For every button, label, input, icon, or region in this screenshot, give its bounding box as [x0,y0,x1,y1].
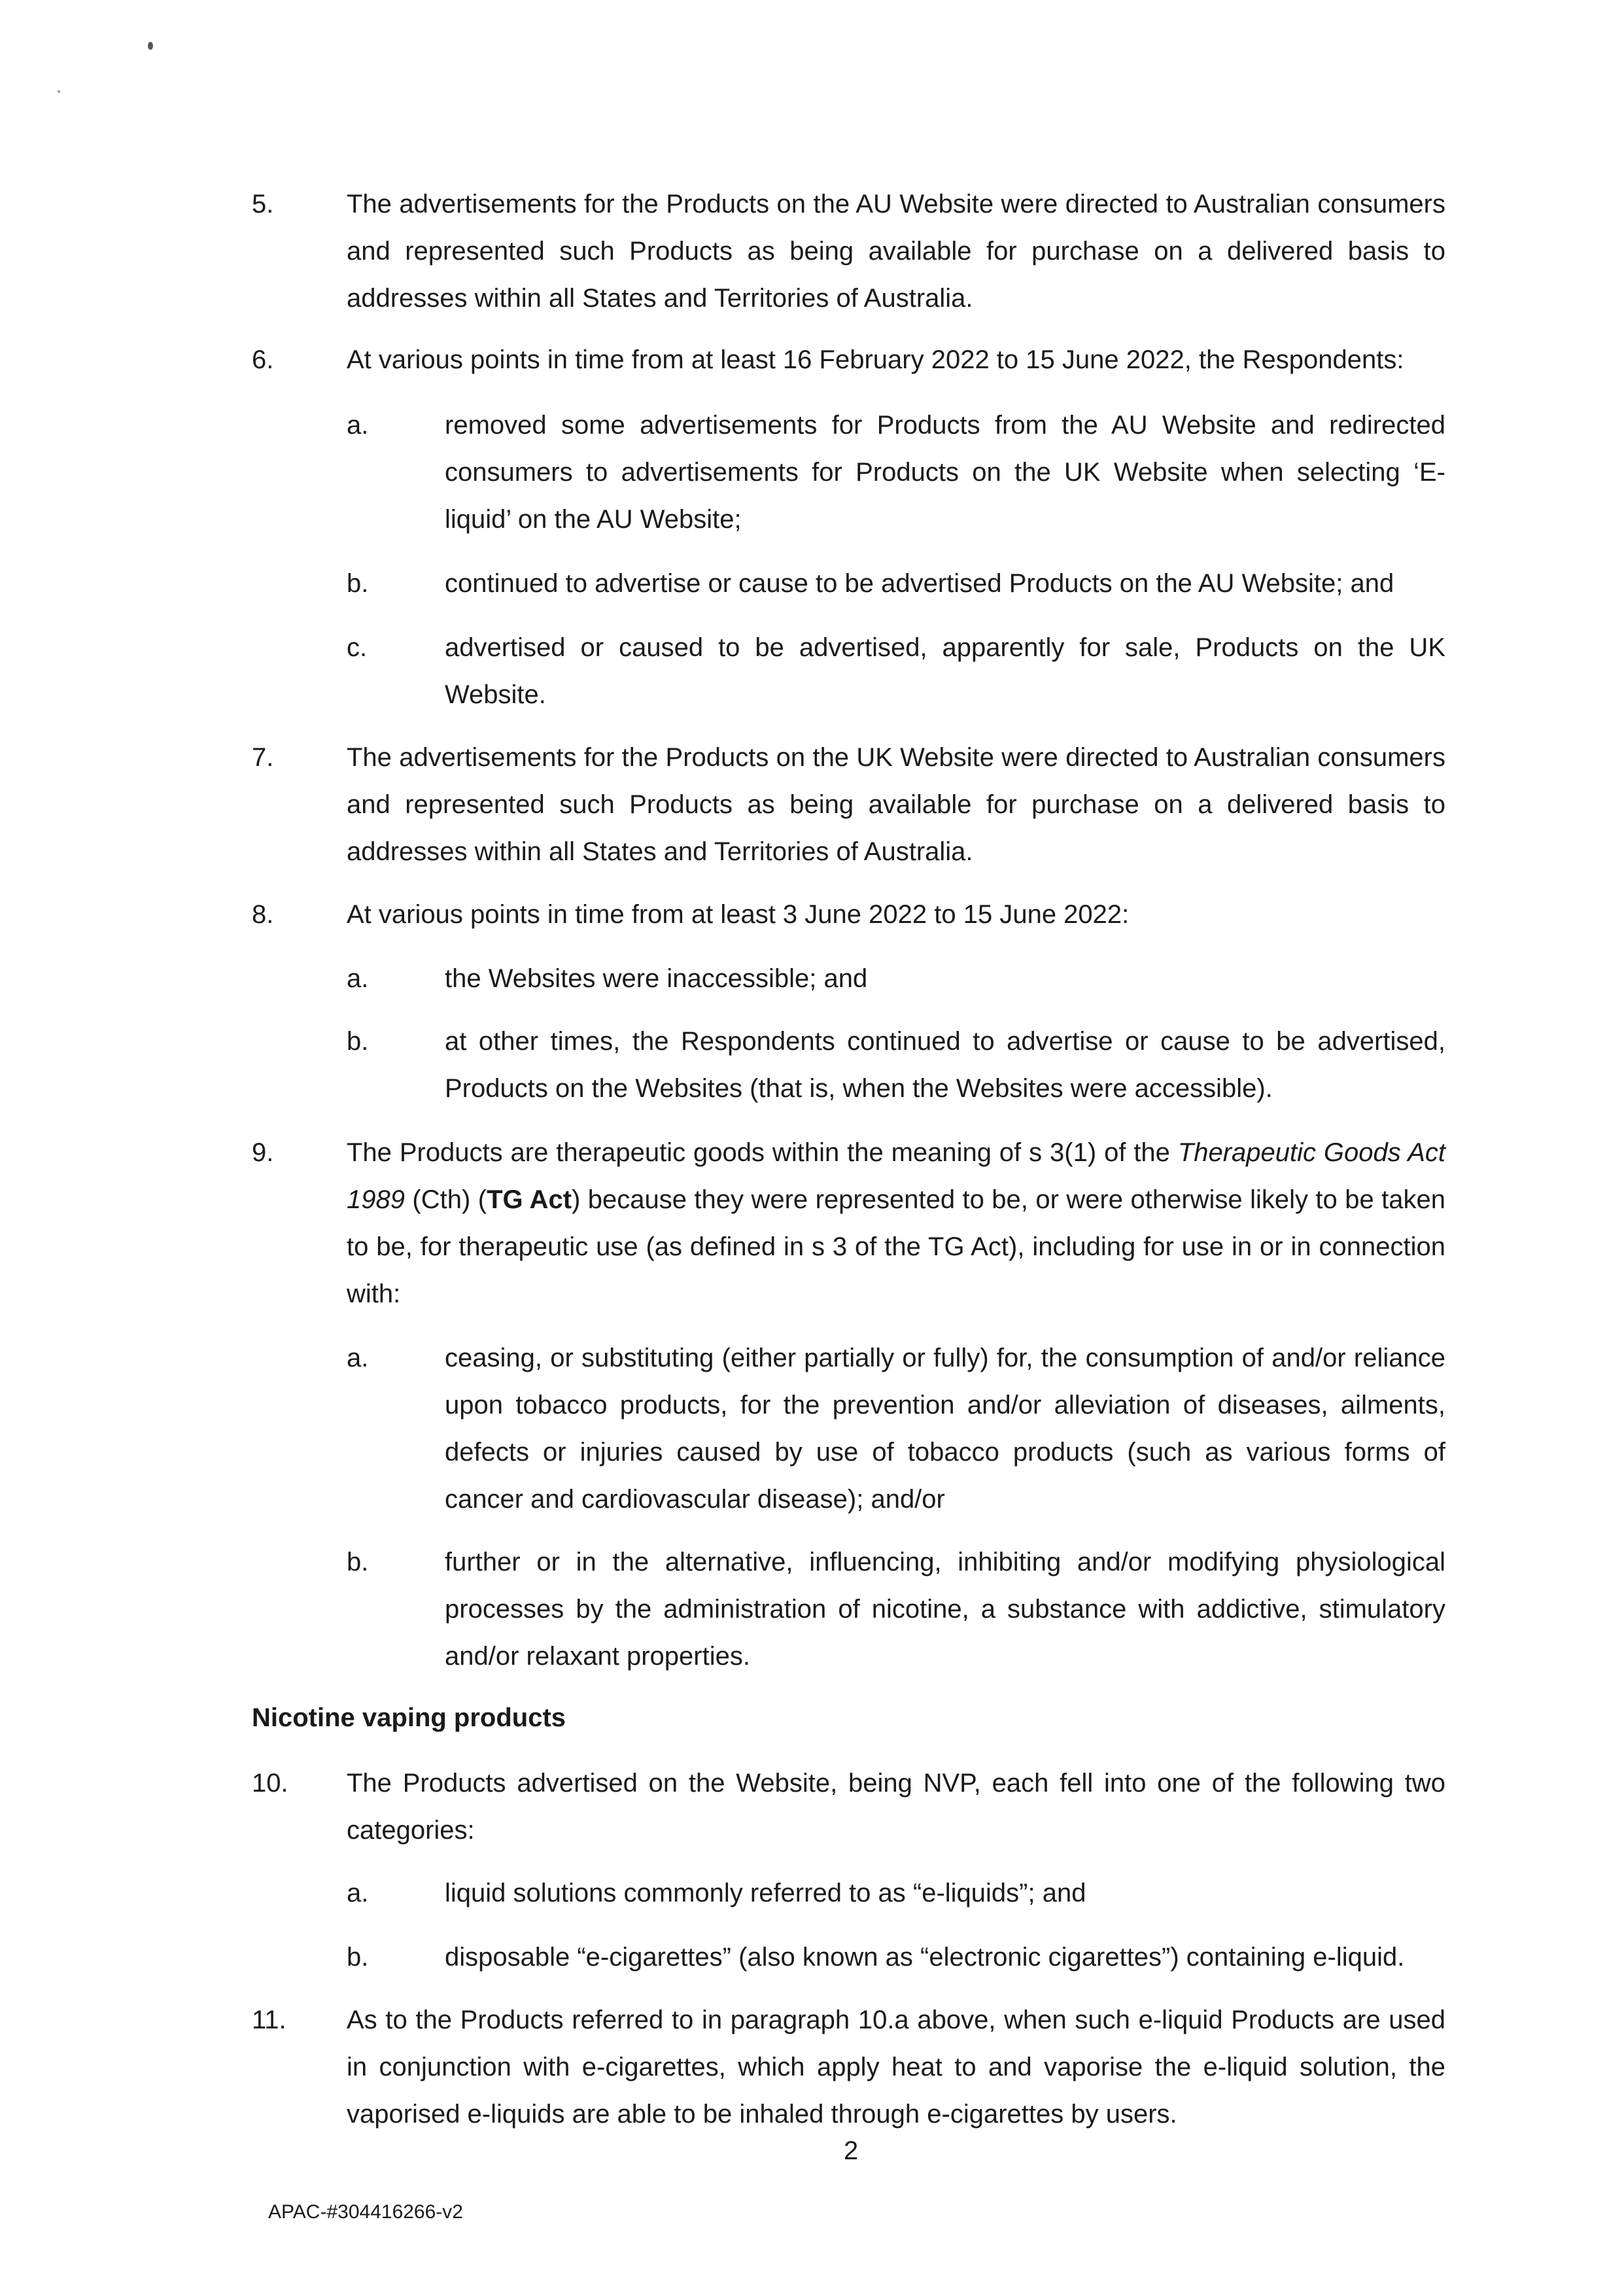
subparagraph-text: disposable “e-cigarettes” (also known as “electronic cigarettes”) containing e-liquid. [445,1943,1405,1972]
act-title: Therapeutic Goods Act 1989 [347,1138,1445,1214]
subparagraph-letter: b. [347,1027,369,1056]
paragraph-text: The advertisements for the Products on the AU Website were directed to Australian consumers and represented such Products as being available for purchase on a delivered basis to addresses within all States and Territories of Australia. [347,190,1445,313]
page-number: 2 [844,2136,859,2165]
paragraph-text [347,1129,1445,1317]
paragraph-number: 6. [252,345,274,374]
subparagraph-text: liquid solutions commonly referred to as “e-liquids”; and [445,1879,1086,1907]
defined-term: TG Act [487,1185,572,1214]
scan-mark [148,42,153,50]
paragraph-text: The Products advertised on the Website, being NVP, each fell into one of the following two categories: [347,1769,1445,1845]
paragraph-number: 5. [252,190,274,218]
subparagraph-letter: b. [347,569,369,598]
paragraph-text: At various points in time from at least 16 February 2022 to 15 June 2022, the Respondents: [347,345,1404,374]
subparagraph-letter: b. [347,1548,369,1576]
paragraph-number: 11. [252,2006,286,2034]
subparagraph-text: advertised or caused to be advertised, apparently for sale, Products on the UK Website. [445,633,1445,709]
paragraph-text: As to the Products referred to in paragraph 10.a above, when such e-liquid Products are used in conjunction with e-cigarettes, which apply heat to and vaporise the e-liquid solution, the vaporised e-liquids are able to be inhaled through e-cigarettes by users. [347,2006,1445,2129]
subparagraph-letter: a. [347,411,369,440]
subparagraph-letter: b. [347,1943,369,1972]
subparagraph-text: ceasing, or substituting (either partially or fully) for, the consumption of and/or reliance upon tobacco products, for the prevention and/or alleviation of diseases, ailments, defects or injuries caused by use of tobacco products (such as various forms of cancer and cardiovascular disease); and/or [445,1344,1445,1514]
subparagraph-text: at other times, the Respondents continued to advertise or cause to be advertised, Products on the Websites (that is, when the Websites were accessible). [445,1027,1445,1103]
paragraph-number: 7. [252,743,274,772]
subparagraph-letter: a. [347,1879,369,1907]
subparagraph-letter: a. [347,964,369,993]
paragraph-number: 9. [252,1138,274,1167]
scan-mark [58,90,60,93]
subparagraph-letter: c. [347,633,368,662]
document-reference: APAC-#304416266-v2 [268,2201,463,2223]
subparagraph-letter: a. [347,1344,369,1372]
subparagraph-text: further or in the alternative, influencing, inhibiting and/or modifying physiological processes by the administration of nicotine, a substance with addictive, stimulatory and/or relaxant properties. [445,1548,1445,1671]
subparagraph-text: removed some advertisements for Products from the AU Website and redirected consumers to advertisements for Products on the UK Website when selecting ‘E-liquid’ on the AU Website; [445,411,1445,534]
section-heading: Nicotine vaping products [252,1703,566,1732]
paragraph-number: 10. [252,1769,288,1798]
paragraph-number: 8. [252,900,274,929]
paragraph-text: The advertisements for the Products on the UK Website were directed to Australian consumers and represented such Products as being available for purchase on a delivered basis to addresses within all States and Territories of Australia. [347,743,1445,866]
subparagraph-text: the Websites were inaccessible; and [445,964,868,993]
paragraph-text-run: (Cth) ( [404,1185,487,1214]
paragraph-text-run: ) because they were represented to be, or were otherwise likely to be taken to be, for therapeutic use (as defined in s 3 of the TG Act), including for use in or in connection with: [347,1185,1445,1308]
paragraph-text-run: The Products are therapeutic goods within the meaning of s 3(1) of the [347,1138,1178,1167]
subparagraph-text: continued to advertise or cause to be advertised Products on the AU Website; and [445,569,1394,598]
paragraph-text: At various points in time from at least 3 June 2022 to 15 June 2022: [347,900,1130,929]
